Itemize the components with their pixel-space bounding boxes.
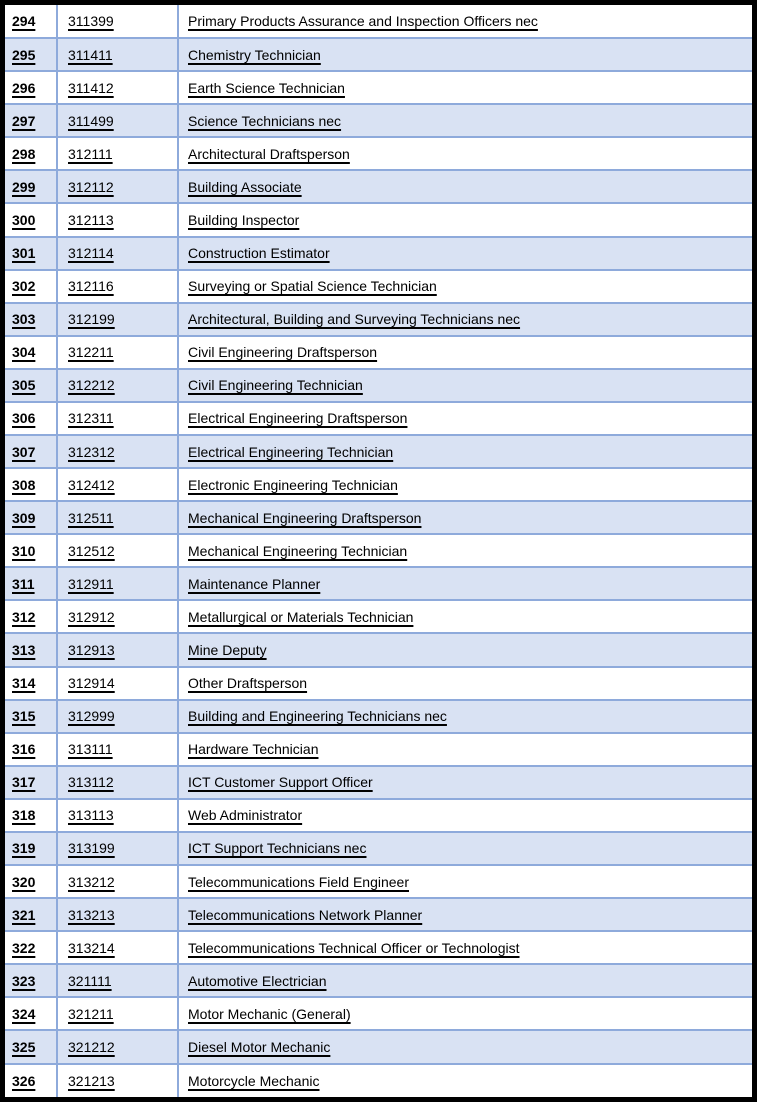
occupation-name-link[interactable]: Hardware Technician xyxy=(188,741,319,758)
occupation-code-cell xyxy=(57,832,178,865)
occupation-name-cell xyxy=(178,369,752,402)
occupation-name-link[interactable]: Earth Science Technician xyxy=(188,79,345,96)
row-number-cell xyxy=(5,369,57,402)
occupation-name-cell xyxy=(178,303,752,336)
occupation-name-cell xyxy=(178,203,752,236)
occupation-name-cell xyxy=(178,137,752,170)
table-row xyxy=(5,303,752,336)
occupation-name-link[interactable]: Motorcycle Mechanic xyxy=(188,1072,320,1089)
occupation-code-cell xyxy=(57,733,178,766)
occupation-code-link[interactable]: 311411 xyxy=(68,46,113,63)
occupation-name-link[interactable]: Surveying or Spatial Science Technician xyxy=(188,278,437,295)
occupation-code-link[interactable]: 311412 xyxy=(68,79,114,96)
occupation-code-link[interactable]: 312112 xyxy=(68,178,114,195)
occupation-name-link[interactable]: Science Technicians nec xyxy=(188,112,342,129)
row-number-link[interactable]: 307 xyxy=(12,443,36,460)
occupation-name-link[interactable]: Civil Engineering Draftsperson xyxy=(188,344,378,361)
occupation-table xyxy=(5,5,752,1097)
occupation-name-cell xyxy=(178,799,752,832)
occupation-code-link[interactable]: 312312 xyxy=(68,443,115,460)
row-number-cell xyxy=(5,1064,57,1098)
row-number-cell xyxy=(5,104,57,137)
occupation-name-cell xyxy=(178,733,752,766)
row-number-cell xyxy=(5,137,57,170)
table-row xyxy=(5,1064,752,1098)
row-number-cell xyxy=(5,38,57,71)
occupation-code-cell xyxy=(57,369,178,402)
occupation-code-cell xyxy=(57,5,178,38)
occupation-name-link[interactable]: Telecommunications Technical Officer or Technologist xyxy=(188,939,520,956)
occupation-code-cell xyxy=(57,700,178,733)
row-number-cell xyxy=(5,997,57,1030)
table-row xyxy=(5,237,752,270)
occupation-code-link[interactable]: 312211 xyxy=(68,344,114,361)
row-number-cell xyxy=(5,700,57,733)
occupation-code-cell xyxy=(57,931,178,964)
table-row xyxy=(5,71,752,104)
table-row xyxy=(5,667,752,700)
occupation-code-link[interactable]: 313111 xyxy=(68,741,113,758)
occupation-code-cell xyxy=(57,1030,178,1063)
row-number-link[interactable]: 296 xyxy=(12,79,36,96)
table-row xyxy=(5,898,752,931)
occupation-code-link[interactable]: 311499 xyxy=(68,112,114,129)
table-row xyxy=(5,964,752,997)
row-number-cell xyxy=(5,633,57,666)
occupation-code-cell xyxy=(57,402,178,435)
table-row xyxy=(5,468,752,501)
occupation-name-link[interactable]: Diesel Motor Mechanic xyxy=(188,1038,331,1055)
occupation-code-link[interactable]: 313214 xyxy=(68,939,115,956)
row-number-link[interactable]: 301 xyxy=(12,245,36,262)
occupation-code-cell xyxy=(57,203,178,236)
occupation-code-link[interactable]: 321111 xyxy=(68,972,112,989)
occupation-name-cell xyxy=(178,435,752,468)
row-number-cell xyxy=(5,336,57,369)
row-number-cell xyxy=(5,964,57,997)
row-number-cell xyxy=(5,1030,57,1063)
occupation-code-link[interactable]: 312912 xyxy=(68,608,115,625)
row-number-cell xyxy=(5,435,57,468)
row-number-cell xyxy=(5,600,57,633)
occupation-code-cell xyxy=(57,1064,178,1098)
table-row xyxy=(5,865,752,898)
occupation-code-link[interactable]: 313113 xyxy=(68,807,114,824)
occupation-name-cell xyxy=(178,534,752,567)
occupation-code-cell xyxy=(57,633,178,666)
table-row xyxy=(5,733,752,766)
occupation-name-link[interactable]: Other Draftsperson xyxy=(188,675,308,692)
occupation-code-cell xyxy=(57,237,178,270)
row-number-link[interactable]: 317 xyxy=(12,774,36,791)
occupation-code-link[interactable]: 312511 xyxy=(68,509,114,526)
row-number-link[interactable]: 298 xyxy=(12,145,36,162)
occupation-code-link[interactable]: 312311 xyxy=(68,410,114,427)
occupation-name-cell xyxy=(178,468,752,501)
occupation-name-cell xyxy=(178,700,752,733)
table-row xyxy=(5,369,752,402)
occupation-name-cell xyxy=(178,336,752,369)
occupation-name-cell xyxy=(178,865,752,898)
table-row xyxy=(5,567,752,600)
row-number-link[interactable]: 300 xyxy=(12,212,36,228)
row-number-link[interactable]: 324 xyxy=(12,1005,36,1022)
occupation-name-cell xyxy=(178,1030,752,1063)
table-row xyxy=(5,137,752,170)
occupation-code-link[interactable]: 313213 xyxy=(68,906,115,923)
occupation-name-cell xyxy=(178,997,752,1030)
row-number-link[interactable]: 302 xyxy=(12,278,36,295)
row-number-cell xyxy=(5,865,57,898)
row-number-link[interactable]: 299 xyxy=(12,178,36,195)
occupation-name-cell xyxy=(178,71,752,104)
table-row xyxy=(5,501,752,534)
occupation-code-link[interactable]: 312212 xyxy=(68,377,115,394)
occupation-name-cell xyxy=(178,38,752,71)
occupation-code-link[interactable]: 312113 xyxy=(68,212,114,228)
row-number-link[interactable]: 311 xyxy=(12,575,35,592)
occupation-table-body xyxy=(5,5,752,1097)
table-row xyxy=(5,931,752,964)
occupation-name-cell xyxy=(178,5,752,38)
occupation-name-cell xyxy=(178,667,752,700)
row-number-link[interactable]: 318 xyxy=(12,807,36,824)
row-number-link[interactable]: 313 xyxy=(12,642,36,659)
occupation-code-link[interactable]: 312914 xyxy=(68,675,115,692)
row-number-cell xyxy=(5,402,57,435)
occupation-name-cell xyxy=(178,270,752,303)
occupation-code-cell xyxy=(57,898,178,931)
occupation-code-cell xyxy=(57,799,178,832)
row-number-link[interactable]: 310 xyxy=(12,542,36,559)
occupation-name-link[interactable]: Chemistry Technician xyxy=(188,46,321,63)
occupation-code-cell xyxy=(57,997,178,1030)
occupation-name-link[interactable]: Building and Engineering Technicians nec xyxy=(188,708,447,725)
occupation-code-cell xyxy=(57,71,178,104)
table-row xyxy=(5,766,752,799)
occupation-code-link[interactable]: 312911 xyxy=(68,575,114,592)
occupation-code-link[interactable]: 312111 xyxy=(68,145,113,162)
occupation-code-cell xyxy=(57,435,178,468)
occupation-name-link[interactable]: Electrical Engineering Draftsperson xyxy=(188,410,408,427)
occupation-code-cell xyxy=(57,501,178,534)
table-row xyxy=(5,799,752,832)
row-number-link[interactable]: 304 xyxy=(12,344,36,361)
occupation-code-cell xyxy=(57,303,178,336)
row-number-cell xyxy=(5,832,57,865)
occupation-name-link[interactable]: Mechanical Engineering Technician xyxy=(188,542,408,559)
occupation-code-link[interactable]: 313112 xyxy=(68,774,114,791)
occupation-name-cell xyxy=(178,600,752,633)
occupation-name-cell xyxy=(178,567,752,600)
occupation-code-link[interactable]: 313199 xyxy=(68,840,115,857)
occupation-code-cell xyxy=(57,766,178,799)
table-row xyxy=(5,997,752,1030)
occupation-name-link[interactable]: Metallurgical or Materials Technician xyxy=(188,608,414,625)
occupation-name-cell xyxy=(178,104,752,137)
table-row xyxy=(5,534,752,567)
row-number-link[interactable]: 312 xyxy=(12,608,36,625)
table-row xyxy=(5,203,752,236)
row-number-cell xyxy=(5,733,57,766)
row-number-link[interactable]: 314 xyxy=(12,675,36,692)
table-row xyxy=(5,38,752,71)
occupation-name-link[interactable]: Construction Estimator xyxy=(188,245,330,262)
row-number-link[interactable]: 315 xyxy=(12,708,36,725)
occupation-name-cell xyxy=(178,402,752,435)
table-row xyxy=(5,104,752,137)
occupation-code-cell xyxy=(57,567,178,600)
row-number-cell xyxy=(5,468,57,501)
occupation-name-cell xyxy=(178,501,752,534)
table-row xyxy=(5,170,752,203)
row-number-link[interactable]: 316 xyxy=(12,741,36,758)
occupation-code-link[interactable]: 321213 xyxy=(68,1072,115,1089)
occupation-code-cell xyxy=(57,865,178,898)
occupation-code-cell xyxy=(57,104,178,137)
row-number-link[interactable]: 305 xyxy=(12,377,36,394)
occupation-code-cell xyxy=(57,600,178,633)
occupation-name-cell xyxy=(178,766,752,799)
row-number-cell xyxy=(5,667,57,700)
table-row xyxy=(5,5,752,38)
row-number-link[interactable]: 308 xyxy=(12,476,36,493)
row-number-link[interactable]: 319 xyxy=(12,840,36,857)
table-row xyxy=(5,700,752,733)
row-number-link[interactable]: 309 xyxy=(12,509,36,526)
occupation-code-cell xyxy=(57,468,178,501)
row-number-cell xyxy=(5,567,57,600)
table-row xyxy=(5,435,752,468)
occupation-name-link[interactable]: Architectural Draftsperson xyxy=(188,145,350,162)
occupation-name-cell xyxy=(178,898,752,931)
row-number-link[interactable]: 322 xyxy=(12,939,36,956)
row-number-link[interactable]: 297 xyxy=(12,112,36,129)
occupation-name-cell xyxy=(178,170,752,203)
occupation-name-link[interactable]: Web Administrator xyxy=(188,807,303,824)
row-number-cell xyxy=(5,534,57,567)
occupation-name-cell xyxy=(178,633,752,666)
occupation-code-link[interactable]: 312512 xyxy=(68,542,115,559)
row-number-link[interactable]: 306 xyxy=(12,410,36,427)
occupation-name-cell xyxy=(178,964,752,997)
row-number-cell xyxy=(5,5,57,38)
table-row xyxy=(5,832,752,865)
row-number-cell xyxy=(5,270,57,303)
occupation-name-link[interactable]: Mechanical Engineering Draftsperson xyxy=(188,509,422,526)
occupation-name-link[interactable]: Maintenance Planner xyxy=(188,575,321,592)
table-row xyxy=(5,336,752,369)
occupation-name-link[interactable]: Building Associate xyxy=(188,178,302,195)
occupation-code-cell xyxy=(57,170,178,203)
occupation-code-link[interactable]: 312913 xyxy=(68,642,115,659)
occupation-code-link[interactable]: 312999 xyxy=(68,708,115,725)
row-number-cell xyxy=(5,71,57,104)
occupation-name-link[interactable]: Electrical Engineering Technician xyxy=(188,443,394,460)
row-number-cell xyxy=(5,170,57,203)
row-number-link[interactable]: 326 xyxy=(12,1072,36,1089)
occupation-code-cell xyxy=(57,667,178,700)
row-number-link[interactable]: 321 xyxy=(12,906,36,923)
table-row xyxy=(5,633,752,666)
row-number-cell xyxy=(5,203,57,236)
occupation-name-link[interactable]: ICT Customer Support Officer xyxy=(188,774,373,791)
occupation-code-link[interactable]: 321211 xyxy=(68,1005,114,1022)
occupation-name-link[interactable]: Primary Products Assurance and Inspection Officers nec xyxy=(188,13,538,30)
occupation-name-link[interactable]: Electronic Engineering Technician xyxy=(188,476,398,493)
occupation-code-cell xyxy=(57,534,178,567)
occupation-code-cell xyxy=(57,336,178,369)
row-number-link[interactable]: 294 xyxy=(12,13,36,30)
row-number-cell xyxy=(5,931,57,964)
table-row xyxy=(5,402,752,435)
occupation-name-link[interactable]: Motor Mechanic (General) xyxy=(188,1005,351,1022)
occupation-code-link[interactable]: 312199 xyxy=(68,311,115,328)
occupation-name-link[interactable]: Architectural, Building and Surveying Technicians nec xyxy=(188,311,521,328)
occupation-name-link[interactable]: Telecommunications Field Engineer xyxy=(188,873,409,890)
occupation-name-link[interactable]: Civil Engineering Technician xyxy=(188,377,363,394)
table-row xyxy=(5,600,752,633)
occupation-name-cell xyxy=(178,1064,752,1098)
occupation-code-link[interactable]: 312116 xyxy=(68,278,114,295)
occupation-name-cell xyxy=(178,832,752,865)
occupation-code-cell xyxy=(57,137,178,170)
occupation-name-link[interactable]: Building Inspector xyxy=(188,212,300,228)
occupation-code-cell xyxy=(57,38,178,71)
table-row xyxy=(5,270,752,303)
row-number-link[interactable]: 303 xyxy=(12,311,36,328)
occupation-code-cell xyxy=(57,270,178,303)
row-number-cell xyxy=(5,501,57,534)
occupation-name-link[interactable]: Automotive Electrician xyxy=(188,972,327,989)
row-number-cell xyxy=(5,237,57,270)
row-number-link[interactable]: 323 xyxy=(12,972,36,989)
row-number-link[interactable]: 295 xyxy=(12,46,36,63)
occupation-code-link[interactable]: 321212 xyxy=(68,1038,115,1055)
occupation-code-link[interactable]: 311399 xyxy=(68,13,114,30)
occupation-code-link[interactable]: 313212 xyxy=(68,873,115,890)
occupation-name-cell xyxy=(178,237,752,270)
occupation-name-link[interactable]: Telecommunications Network Planner xyxy=(188,906,423,923)
row-number-cell xyxy=(5,303,57,336)
row-number-cell xyxy=(5,898,57,931)
table-row xyxy=(5,1030,752,1063)
occupation-code-cell xyxy=(57,964,178,997)
row-number-link[interactable]: 325 xyxy=(12,1038,36,1055)
row-number-cell xyxy=(5,799,57,832)
occupation-code-link[interactable]: 312114 xyxy=(68,245,114,262)
occupation-name-link[interactable]: ICT Support Technicians nec xyxy=(188,840,367,857)
occupation-name-link[interactable]: Mine Deputy xyxy=(188,642,267,659)
row-number-cell xyxy=(5,766,57,799)
row-number-link[interactable]: 320 xyxy=(12,873,36,890)
occupation-code-link[interactable]: 312412 xyxy=(68,476,115,493)
occupation-name-cell xyxy=(178,931,752,964)
